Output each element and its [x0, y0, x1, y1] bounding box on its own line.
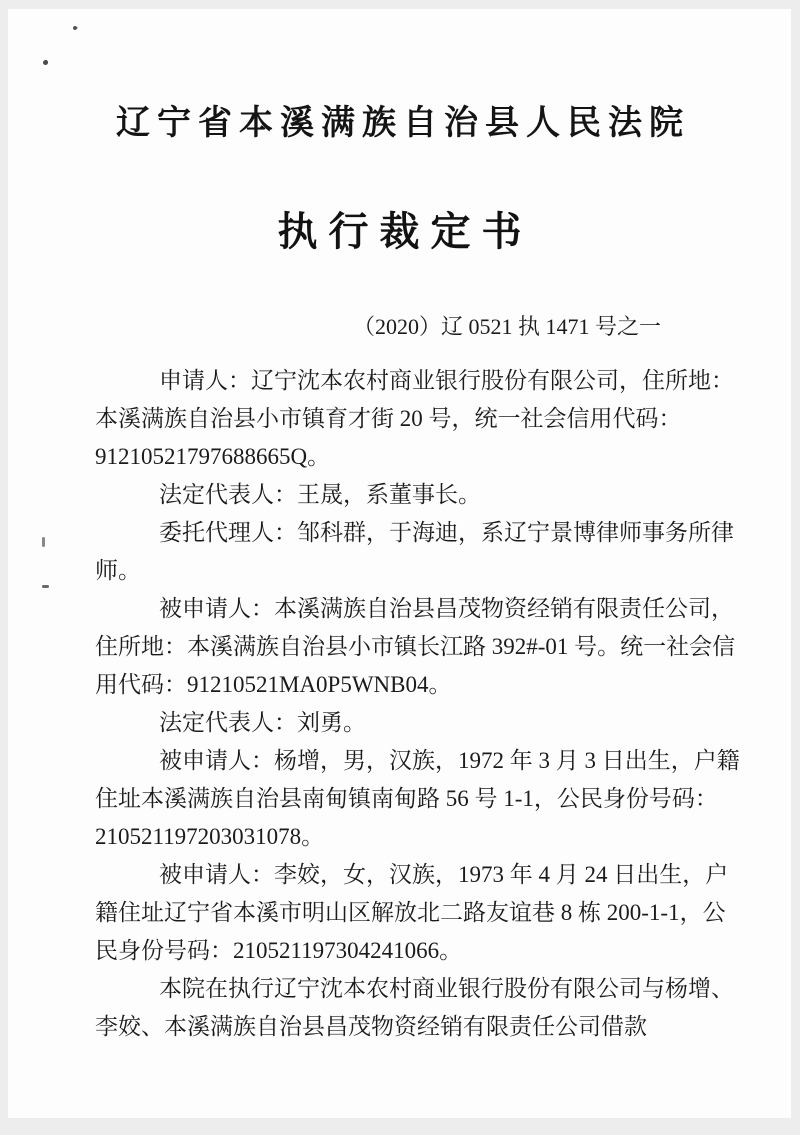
scan-speck — [43, 60, 48, 65]
court-name: 辽宁省本溪满族自治县人民法院 — [116, 105, 690, 142]
paragraph-respondent-li-jiao: 被申请人：李姣，女，汉族，1973 年 4 月 24 日出生，户籍住址辽宁省本溪市明山区解放北二路友谊巷 8 栋 200-1-1，公民身份号码：210521197304241066。 — [95, 862, 729, 963]
paragraph-legal-representative-respondent: 法定代表人：刘勇。 — [159, 710, 366, 735]
document-title: 执行裁定书 — [277, 209, 533, 254]
paragraph-legal-representative-applicant: 法定代表人：王晟，系董事长。 — [159, 482, 481, 507]
paragraph-respondent-yang-zeng: 被申请人：杨增，男，汉族，1972 年 3 月 3 日出生，户籍住址本溪满族自治县南甸镇南甸路 56 号 1-1，公民身份号码：210521197203031078。 — [95, 748, 740, 849]
paragraph-respondent-company: 被申请人：本溪满族自治县昌茂物资经销有限责任公司，住所地：本溪满族自治县小市镇长江路 392#-01 号。统一社会信用代码：91210521MA0P5WNB04。 — [95, 596, 736, 697]
scan-speck — [42, 585, 49, 588]
document-page — [8, 9, 791, 1118]
paragraph-entrusted-agents: 委托代理人：邹科群，于海迪，系辽宁景博律师事务所律师。 — [95, 520, 734, 583]
scan-speck — [72, 25, 78, 31]
scan-speck — [42, 537, 45, 547]
document-body — [95, 362, 743, 1046]
paragraph-execution-intro: 本院在执行辽宁沈本农村商业银行股份有限公司与杨增、李姣、本溪满族自治县昌茂物资经销有限责任公司借款 — [95, 976, 734, 1039]
paragraph-applicant: 申请人：辽宁沈本农村商业银行股份有限公司，住所地：本溪满族自治县小市镇育才街 20 号，统一社会信用代码：91210521797688665Q。 — [95, 368, 734, 469]
case-number: （2020）辽 0521 执 1471 号之一 — [352, 314, 661, 339]
